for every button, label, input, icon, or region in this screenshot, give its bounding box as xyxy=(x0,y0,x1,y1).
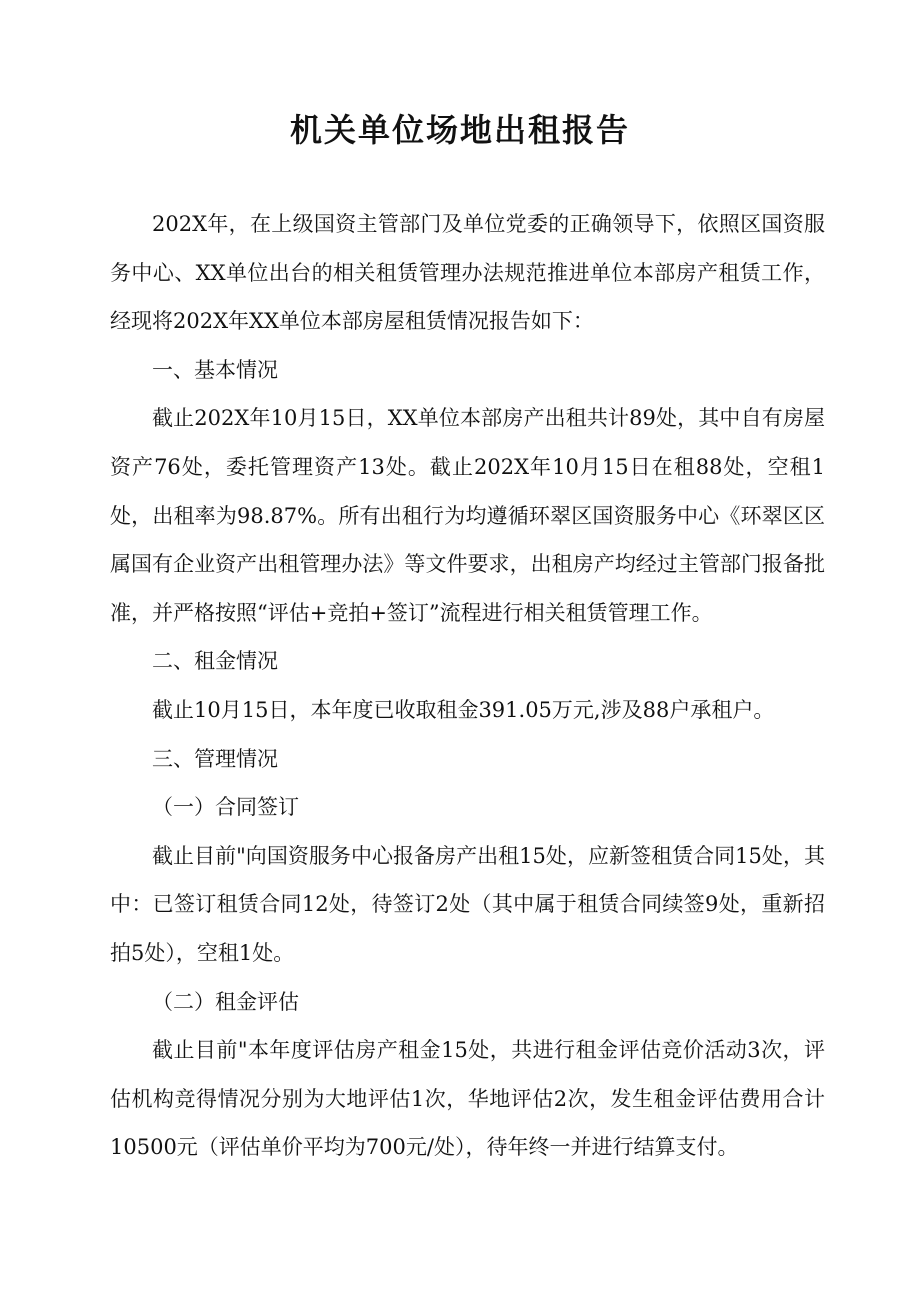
paragraph-assessment-info: 截止目前"本年度评估房产租金15处，共进行租金评估竞价活动3次，评估机构竞得情况分别为大地评估1次，华地评估2次，发生租金评估费用合计10500元（评估单价平均为700元/处），待年终一并进行结算支付。 xyxy=(110,1038,825,1160)
section-heading-management: 三、管理情况 xyxy=(152,746,278,771)
paragraph-contract-info: 截止目前"向国资服务中心报备房产出租15处，应新签租赁合同15处，其中：已签订租赁合同12处，待签订2处（其中属于租赁合同续签9处，重新招拍5处），空租1处。 xyxy=(110,843,825,965)
paragraph-basic-info: 截止202X年10月15日，XX单位本部房产出租共计89处，其中自有房屋资产76处，委托管理资产13处。截止202X年10月15日在租88处，空租1处，出租率为98.87%。所有出租行为均遵循环翠区国资服务中心《环翠区区属国有企业资产出租管理办法》等文件要求，出租房产均经过主管部门报备批准，并严格按照“评估+竞拍+签订”流程进行相关租赁管理工作。 xyxy=(110,406,825,625)
subheading-rent-assessment: （二）租金评估 xyxy=(152,989,299,1014)
document-title: 机关单位场地出租报告 xyxy=(289,111,630,149)
section-heading-rent: 二、租金情况 xyxy=(152,649,278,674)
paragraph-rent-info: 截止10月15日，本年度已收取租金391.05万元,涉及88户承租户。 xyxy=(152,697,775,722)
section-heading-basic: 一、基本情况 xyxy=(152,357,278,382)
subheading-contract: （一）合同签订 xyxy=(152,795,299,820)
document-body xyxy=(110,200,825,1172)
paragraph-intro: 202X年，在上级国资主管部门及单位党委的正确领导下，依照区国资服务中心、XX单位出台的相关租赁管理办法规范推进单位本部房产租赁工作，经现将202X年XX单位本部房屋租赁情况报告如下： xyxy=(110,212,825,334)
